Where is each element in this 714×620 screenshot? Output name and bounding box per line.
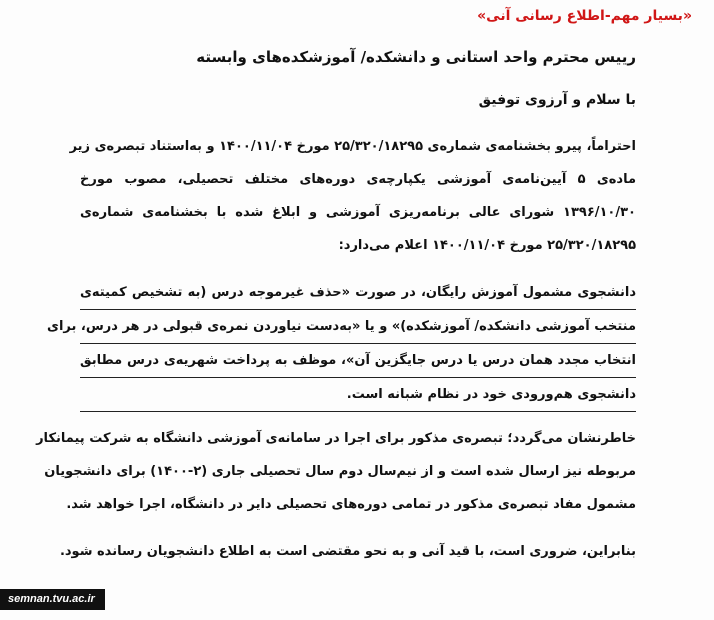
paragraph-line: مشمول مفاد تبصره‌ی مذکور در تمامی دوره‌های تحصیلی دایر در دانشگاه، اجرا خواهد شد.: [66, 497, 636, 512]
paragraph-note: [36, 422, 636, 521]
paragraph-line: خاطرنشان می‌گردد؛ تبصره‌ی مذکور برای اجرا در سامانه‌ی آموزشی دانشگاه به شرکت پیمانکار: [36, 431, 636, 446]
paragraph-line: منتخب آموزشی دانشکده/ آموزشکده)» و یا «به‌دست نیاوردن نمره‌ی قبولی در هر درس، برای: [80, 310, 636, 344]
paragraph-line: احتراماً، پیرو بخشنامه‌ی شماره‌ی ۲۵/۳۲۰/۱۸۲۹۵ مورخ ۱۴۰۰/۱۱/۰۴ و به‌استناد تبصره‌ی زیر: [69, 139, 636, 154]
paragraph-line: ۲۵/۳۲۰/۱۸۲۹۵ مورخ ۱۴۰۰/۱۱/۰۴ اعلام می‌دارد:: [338, 238, 636, 253]
paragraph-line: بنابراین، ضروری است، با قید آنی و به نحو مقتضی است به اطلاع دانشجویان رسانده شود.: [59, 544, 636, 559]
paragraph-line: ۱۳۹۶/۱۰/۳۰ شورای عالی برنامه‌ریزی آموزشی و ابلاغ شده با بخشنامه‌ی شماره‌ی: [80, 205, 636, 220]
paragraph-intro: [69, 130, 637, 262]
paragraph-closing: [59, 535, 636, 568]
paragraph-line: دانشجوی هم‌ورودی خود در نظام شبانه است.: [80, 378, 636, 412]
paragraph-line: مربوطه نیز ارسال شده است و از نیم‌سال دوم سال تحصیلی جاری (۲-۱۴۰۰) برای دانشجویان: [44, 464, 636, 479]
website-footer-label: semnan.tvu.ac.ir: [0, 589, 105, 610]
greeting-line: با سلام و آرزوی توفیق: [478, 92, 636, 108]
urgent-notice-badge: «بسیار مهم-اطلاع رسانی آنی»: [477, 8, 692, 24]
paragraph-line: انتخاب مجدد همان درس یا درس جایگزین آن»، موظف به پرداخت شهریه‌ی درس مطابق: [80, 344, 636, 378]
paragraph-line: دانشجوی مشمول آموزش رایگان، در صورت «حذف غیرموجه درس (به تشخیص کمیته‌ی: [80, 276, 636, 310]
paragraph-line: ماده‌ی ۵ آیین‌نامه‌ی آموزشی یکپارچه‌ی دوره‌های مختلف تحصیلی، مصوب مورخ: [80, 172, 637, 187]
paragraph-rule-underlined: [47, 276, 636, 412]
letter-recipient-title: رییس محترم واحد استانی و دانشکده/ آموزشکده‌های وابسته: [196, 48, 636, 66]
